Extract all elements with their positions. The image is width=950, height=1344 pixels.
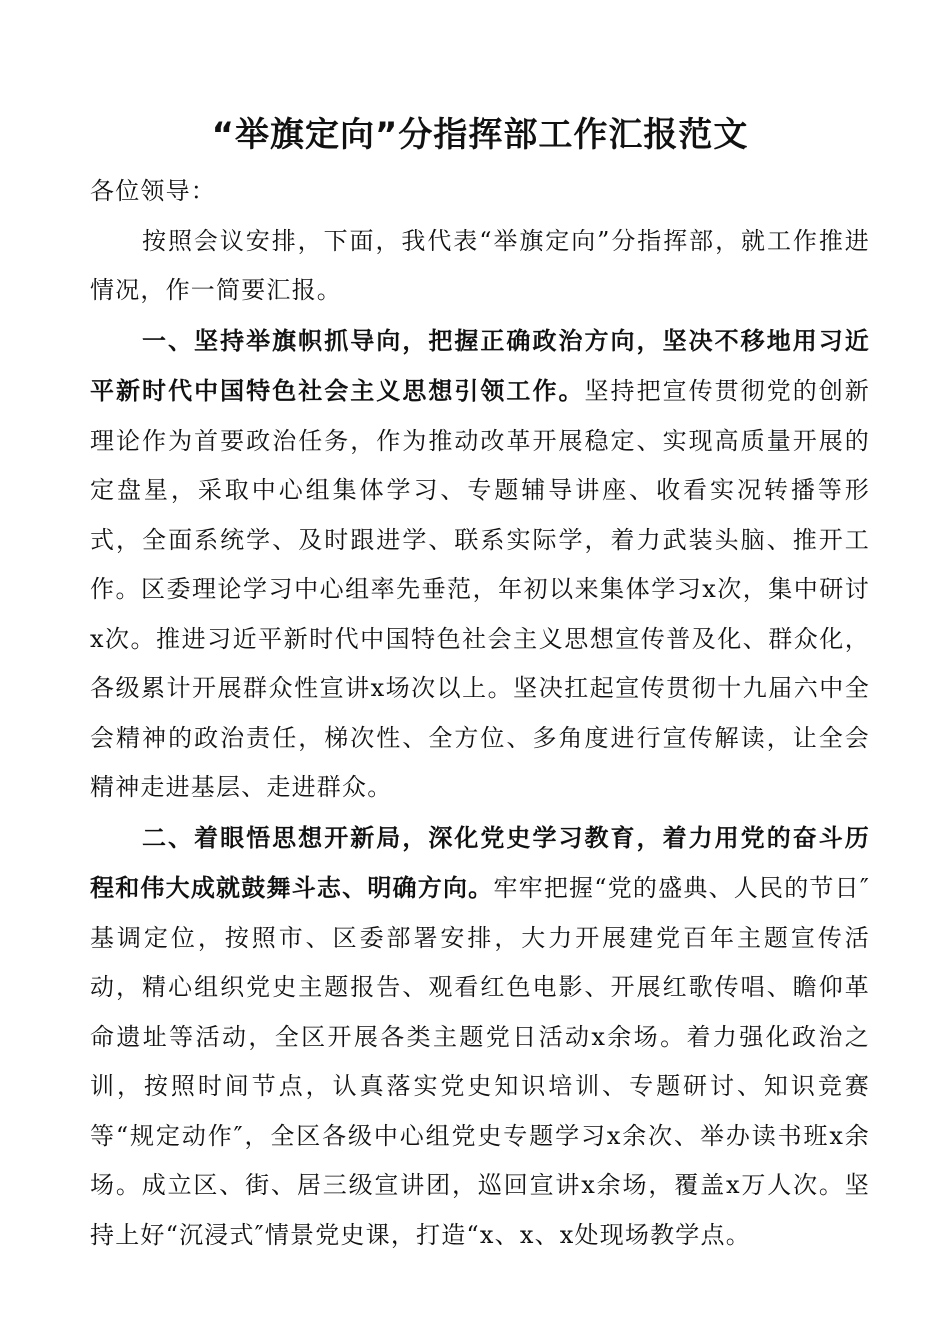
section-2-paragraph <box>90 813 870 1261</box>
document-title: “举旗定向”分指挥部工作汇报范文 <box>211 115 749 155</box>
section-2-body: 牢牢把握“党的盛典、人民的节日″基调定位，按照市、区委部署安排，大力开展建党百年主题宣传活动，精心组织党史主题报告、观看红色电影、开展红歌传唱、瞻仰革命遗址等活动，全区开展各类主题党日活动x余场。着力强化政治之训，按照时间节点，认真落实党史知识培训、专题研讨、知识竞赛等“规定动作″，全区各级中心组党史专题学习x余次、举办读书班x余场。成立区、街、居三级宣讲团，巡回宣讲x余场，覆盖x万人次。坚持上好“沉浸式″情景党史课，打造“x、x、x处现场教学点。 <box>90 874 870 1249</box>
intro-paragraph: 按照会议安排，下面，我代表“举旗定向”分指挥部，就工作推进情况，作一简要汇报。 <box>90 226 870 304</box>
greeting: 各位领导： <box>90 177 216 205</box>
section-1-paragraph <box>90 316 870 813</box>
section-2-heading: 二、着眼悟思想开新局，深化党史学习教育，着力用党的奋斗历程和伟大成就鼓舞斗志、明确方向。 <box>90 822 870 902</box>
section-1-heading: 一、坚持举旗帜抓导向，把握正确政治方向，坚决不移地用习近平新时代中国特色社会主义思想引领工作。 <box>90 325 870 405</box>
document-page <box>90 105 870 1260</box>
section-1-body: 坚持把宣传贯彻党的创新理论作为首要政治任务，作为推动改革开展稳定、实现高质量开展的定盘星，采取中心组集体学习、专题辅导讲座、收看实况转播等形式，全面系统学、及时跟进学、联系实际学，着力武装头脑、推开工作。区委理论学习中心组率先垂范，年初以来集体学习x次，集中研讨x次。推进习近平新时代中国特色社会主义思想宣传普及化、群众化，各级累计开展群众性宣讲x场次以上。坚决扛起宣传贯彻十九届六中全会精神的政治责任，梯次性、全方位、多角度进行宣传解读，让全会精神走进基层、走进群众。 <box>90 377 870 801</box>
